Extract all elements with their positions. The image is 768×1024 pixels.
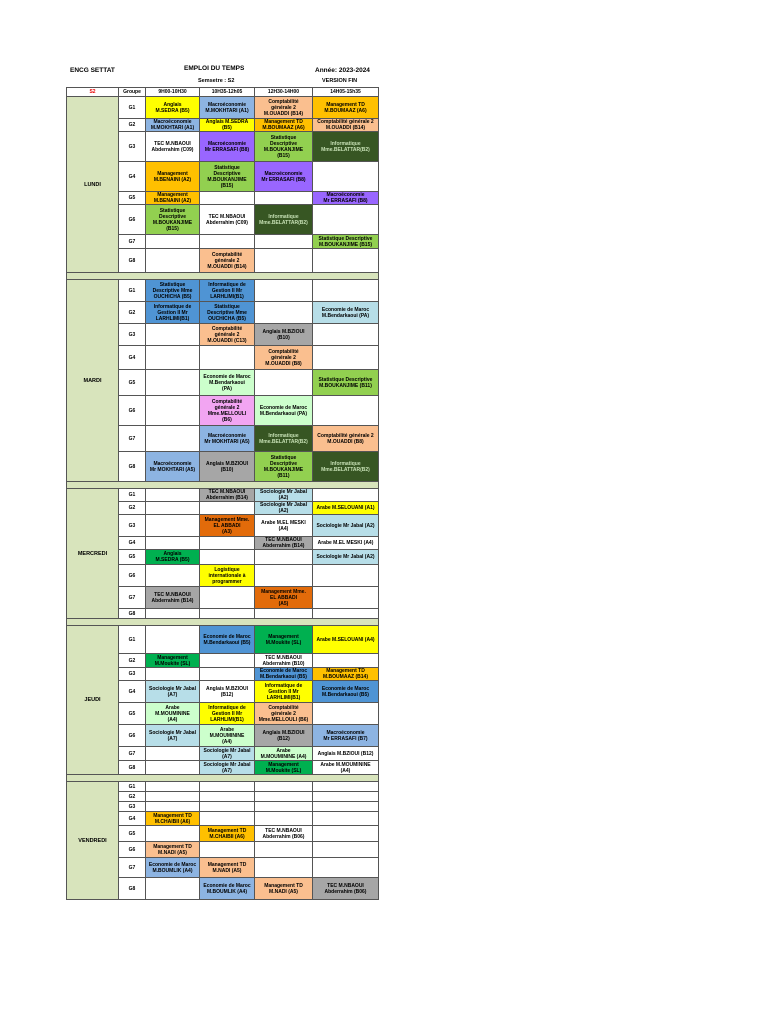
group-label: G2 (119, 119, 146, 132)
course-cell (313, 802, 379, 812)
course-cell: Comptabilité générale 2 M.OUADDI (B14) (255, 97, 313, 119)
group-label: G1 (119, 489, 146, 502)
course-cell: Statistique Descriptive Mme OUCHICHA (B5) (146, 280, 200, 302)
group-label: G6 (119, 396, 146, 426)
course-cell: Anglais M.BZIOUI (B12) (255, 725, 313, 747)
course-cell: Arabe M.MOUMININE (A4) (255, 747, 313, 761)
course-cell (313, 205, 379, 235)
course-cell (200, 782, 255, 792)
separator-cell (67, 273, 379, 280)
course-cell: Macroéconomie Mr ERRASAFI (B8) (313, 192, 379, 205)
course-cell (255, 842, 313, 858)
course-cell: Logistique internationale à programmer (200, 565, 255, 587)
course-cell (146, 761, 200, 775)
course-cell: Arabe M.EL MESKI (A4) (255, 515, 313, 537)
course-cell: Informatique Mme.BELATTAR(B2) (313, 132, 379, 162)
course-cell (146, 747, 200, 761)
course-cell: Management TD M.NADI (A5) (200, 858, 255, 878)
course-cell (200, 550, 255, 565)
course-cell (313, 858, 379, 878)
course-cell (200, 668, 255, 681)
day-separator (67, 482, 379, 489)
course-cell: Anglais M.SEDRA (B5) (200, 119, 255, 132)
course-cell (255, 792, 313, 802)
course-cell (313, 826, 379, 842)
group-label: G8 (119, 878, 146, 900)
course-cell (200, 812, 255, 826)
course-cell (146, 346, 200, 370)
course-cell (313, 703, 379, 725)
course-cell (313, 489, 379, 502)
course-cell (313, 812, 379, 826)
course-cell: Arabe M.MOUMININE (A4) (200, 725, 255, 747)
course-cell (255, 802, 313, 812)
group-label: G1 (119, 97, 146, 119)
group-label: G6 (119, 565, 146, 587)
semester-code: S2 (67, 88, 119, 97)
course-cell: TEC M.NBAOUI Abderrahim (B14) (255, 537, 313, 550)
group-label: G5 (119, 370, 146, 396)
course-cell (313, 842, 379, 858)
course-cell: Comptabilité générale 2 M.OUADDI (B14) (313, 119, 379, 132)
school-name: ENCG SETTAT (70, 67, 115, 74)
course-cell: Arabe M.SELOUANI (A4) (313, 626, 379, 654)
group-column-header: Groupe (119, 88, 146, 97)
course-cell (200, 192, 255, 205)
course-cell: Macroéconomie Mr MOKHTARI (A5) (200, 426, 255, 452)
group-label: G1 (119, 626, 146, 654)
semester-label: Semsetre : S2 (198, 78, 235, 84)
course-cell: Statistique Descriptive M.BOUKANJIME (B15) (200, 162, 255, 192)
group-label: G1 (119, 782, 146, 792)
day-separator (67, 775, 379, 782)
course-cell (255, 565, 313, 587)
course-cell (255, 550, 313, 565)
course-cell (255, 302, 313, 324)
course-cell: Management Mme. EL ABBADI (A5) (255, 587, 313, 609)
day-label: VENDREDI (67, 782, 119, 900)
day-separator (67, 273, 379, 280)
course-cell (146, 626, 200, 654)
course-cell (313, 587, 379, 609)
group-label: G7 (119, 747, 146, 761)
course-cell (313, 782, 379, 792)
group-label: G3 (119, 668, 146, 681)
course-cell (313, 396, 379, 426)
course-cell (146, 489, 200, 502)
group-label: G8 (119, 609, 146, 619)
version-label: VERSION FIN (322, 78, 358, 84)
course-cell (200, 802, 255, 812)
course-cell (313, 654, 379, 668)
course-cell (255, 370, 313, 396)
course-cell: Economie de Maroc M.Bendarkaoui (B5) (200, 626, 255, 654)
course-cell: TEC M.NBAOUI Abderrahim (C09) (146, 132, 200, 162)
course-cell: Macroéconomie Mr MOKHTARI (A5) (146, 452, 200, 482)
course-cell: Economie de Maroc M.Bendarkaoui (PA) (255, 396, 313, 426)
group-label: G5 (119, 703, 146, 725)
course-cell (255, 280, 313, 302)
group-label: G3 (119, 132, 146, 162)
course-cell: Informatique Mme.BELATTAR(B2) (255, 426, 313, 452)
course-cell: Macroéconomie Mr ERRASAFI (B7) (313, 725, 379, 747)
course-cell: Statistique Descriptive M.BOUKANJIME (B11) (313, 370, 379, 396)
course-cell: Macroéconomie Mr ERRASAFI (B8) (255, 162, 313, 192)
course-cell (200, 792, 255, 802)
course-cell (146, 878, 200, 900)
course-cell: Sociologie Mr Jabal (A2) (313, 515, 379, 537)
group-label: G2 (119, 654, 146, 668)
course-cell (200, 537, 255, 550)
course-cell (255, 192, 313, 205)
course-cell (200, 842, 255, 858)
course-cell (146, 249, 200, 273)
course-cell: Informatique de Gestion II Mr LARHLIMI(B1) (200, 280, 255, 302)
course-cell: Informatique de Gestion II Mr LARHLIMI(B1) (255, 681, 313, 703)
course-cell: Statistique Descriptive M.BOUKANJIME (B15) (255, 132, 313, 162)
course-cell: Informatique de Gestion II Mr LARHLIMI(B1) (200, 703, 255, 725)
course-cell: Informatique Mme.BELATTAR(B2) (313, 452, 379, 482)
course-cell: Management TD M.BOUMAAZ (B14) (313, 668, 379, 681)
group-label: G2 (119, 502, 146, 515)
course-cell (200, 235, 255, 249)
course-cell: Sociologie Mr Jabal (A7) (146, 681, 200, 703)
course-cell (146, 324, 200, 346)
course-cell (313, 792, 379, 802)
header-row (67, 88, 379, 97)
course-cell: Comptabilité générale 2 M.OUADDI (B8) (313, 426, 379, 452)
table-row (67, 626, 379, 654)
course-cell (313, 280, 379, 302)
course-cell: TEC M.NBAOUI Abderrahim (B14) (146, 587, 200, 609)
group-label: G7 (119, 235, 146, 249)
course-cell: Sociologie Mr Jabal (A2) (313, 550, 379, 565)
course-cell: Arabe M.MOUMININE (A4) (146, 703, 200, 725)
course-cell: Management M.Moukite (SL) (255, 626, 313, 654)
group-label: G4 (119, 537, 146, 550)
course-cell (146, 426, 200, 452)
course-cell (146, 668, 200, 681)
course-cell: Anglais M.SEDRA (B5) (146, 550, 200, 565)
group-label: G7 (119, 858, 146, 878)
course-cell (313, 565, 379, 587)
course-cell: Anglais M.SEDRA (B5) (146, 97, 200, 119)
course-cell (313, 609, 379, 619)
course-cell (313, 162, 379, 192)
course-cell: Macroéconomie M.MOKHTARI (A1) (200, 97, 255, 119)
course-cell: Comptabilité générale 2 M.OUADDI (B8) (255, 346, 313, 370)
course-cell (146, 370, 200, 396)
course-cell: Comptabilité générale 2 Mme.MELLOULI (B6) (255, 703, 313, 725)
group-label: G7 (119, 587, 146, 609)
course-cell (146, 396, 200, 426)
course-cell: Management TD M.BOUMAAZ (A6) (255, 119, 313, 132)
course-cell: Management M.Moukite (SL) (255, 761, 313, 775)
table-row (67, 782, 379, 792)
course-cell: Economie de Maroc M.Bendarkaoui (B5) (255, 668, 313, 681)
group-label: G5 (119, 826, 146, 842)
group-label: G2 (119, 792, 146, 802)
course-cell (200, 502, 255, 515)
course-cell: Economie de Maroc M.Bendarkaoui (PA) (200, 370, 255, 396)
time-slot-header: 10H35-12h05 (200, 88, 255, 97)
course-cell (200, 609, 255, 619)
course-cell: Sociologie Mr Jabal (A7) (146, 725, 200, 747)
course-cell: Statistique Descriptive M.BOUKANJIME (B11) (255, 452, 313, 482)
course-cell: Sociologie Mr Jabal (A2) (255, 489, 313, 502)
course-cell (313, 324, 379, 346)
course-cell: Arabe M.SELOUANI (A1) (313, 502, 379, 515)
group-label: G6 (119, 205, 146, 235)
group-label: G8 (119, 761, 146, 775)
day-label: LUNDI (67, 97, 119, 273)
course-cell: TEC M.NBAOUI Abderrahim (B06) (255, 826, 313, 842)
course-cell: Anglais M.BZIOUI (B12) (313, 747, 379, 761)
course-cell (146, 565, 200, 587)
course-cell (146, 792, 200, 802)
course-cell: Management TD M.CHAIBII (A6) (200, 826, 255, 842)
course-cell: Macroéconomie Mr ERRASAFI (B8) (200, 132, 255, 162)
course-cell: TEC M.NBAOUI Abderrahim (B10) (255, 654, 313, 668)
course-cell: TEC M.NBAOUI Abderrahim (B14) (200, 489, 255, 502)
separator-cell (67, 619, 379, 626)
course-cell (146, 502, 200, 515)
course-cell: Management M.BENAINI (A2) (146, 192, 200, 205)
course-cell (255, 249, 313, 273)
course-cell: Economie de Maroc M.Bendarkaoui (PA) (313, 302, 379, 324)
time-slot-header: 14H05-15h35 (313, 88, 379, 97)
course-cell: Management Mme. EL ABBADI (A3) (200, 515, 255, 537)
course-cell (146, 515, 200, 537)
group-label: G2 (119, 302, 146, 324)
course-cell: Economie de Maroc M.BOUMLIK (A4) (146, 858, 200, 878)
day-label: MARDI (67, 280, 119, 482)
course-cell (255, 235, 313, 249)
course-cell (255, 782, 313, 792)
table-row (67, 97, 379, 119)
course-cell (146, 802, 200, 812)
course-cell: Management M.Moukite (SL) (146, 654, 200, 668)
course-cell: Arabe M.MOUMININE (A4) (313, 761, 379, 775)
group-label: G3 (119, 802, 146, 812)
page-title: EMPLOI DU TEMPS (184, 65, 245, 72)
group-label: G7 (119, 426, 146, 452)
day-separator (67, 619, 379, 626)
course-cell: Anglais M.BZIOUI (B10) (200, 452, 255, 482)
course-cell: Informatique de Gestion II Mr LARHLIMI(B1) (146, 302, 200, 324)
separator-cell (67, 775, 379, 782)
course-cell (255, 858, 313, 878)
course-cell (146, 826, 200, 842)
day-label: JEUDI (67, 626, 119, 775)
course-cell: Anglais M.BZIOUI (B12) (200, 681, 255, 703)
group-label: G4 (119, 162, 146, 192)
time-slot-header: 12H30-14H00 (255, 88, 313, 97)
course-cell: TEC M.NBAOUI Abderrahim (B06) (313, 878, 379, 900)
group-label: G8 (119, 249, 146, 273)
course-cell (255, 609, 313, 619)
course-cell: Management TD M.NADI (A5) (146, 842, 200, 858)
course-cell (200, 654, 255, 668)
table-row (67, 280, 379, 302)
group-label: G4 (119, 812, 146, 826)
course-cell: Macroéconomie M.MOKHTARI (A1) (146, 119, 200, 132)
group-label: G6 (119, 842, 146, 858)
group-label: G1 (119, 280, 146, 302)
course-cell (200, 346, 255, 370)
time-slot-header: 9H00-10H30 (146, 88, 200, 97)
course-cell: Management TD M.CHAIBII (A6) (146, 812, 200, 826)
course-cell: Management TD M.NADI (A5) (255, 878, 313, 900)
course-cell: Management TD M.BOUMAAZ (A6) (313, 97, 379, 119)
course-cell: Statistique Descriptive Mme OUCHICHA (B5) (200, 302, 255, 324)
group-label: G3 (119, 515, 146, 537)
academic-year: Année: 2023-2024 (315, 67, 370, 74)
group-label: G8 (119, 452, 146, 482)
course-cell: Comptabilité générale 2 Mme.MELLOULI (B6) (200, 396, 255, 426)
course-cell: Management M.BENAINI (A2) (146, 162, 200, 192)
course-cell (255, 812, 313, 826)
course-cell: Statistique Descriptive M.BOUKANJIME (B15) (313, 235, 379, 249)
group-label: G3 (119, 324, 146, 346)
course-cell (146, 537, 200, 550)
group-label: G4 (119, 346, 146, 370)
course-cell: Informatique Mme.BELATTAR(B2) (255, 205, 313, 235)
course-cell (146, 609, 200, 619)
day-label: MERCREDI (67, 489, 119, 619)
course-cell: Arabe M.EL MESKI (A4) (313, 537, 379, 550)
course-cell (200, 587, 255, 609)
course-cell: Statistique Descriptive M.BOUKANJIME (B15) (146, 205, 200, 235)
course-cell: Economie de Maroc M.Bendarkaoui (B5) (313, 681, 379, 703)
table-row (67, 489, 379, 502)
course-cell (146, 235, 200, 249)
course-cell: Economie de Maroc M.BOUMLIK (A4) (200, 878, 255, 900)
course-cell: TEC M.NBAOUI Abderrahim (C09) (200, 205, 255, 235)
separator-cell (67, 482, 379, 489)
group-label: G6 (119, 725, 146, 747)
course-cell: Comptabilité générale 2 M.OUADDI (B14) (200, 249, 255, 273)
course-cell: Anglais M.BZIOUI (B10) (255, 324, 313, 346)
course-cell: Sociologie Mr Jabal (A7) (200, 761, 255, 775)
course-cell: Comptabilité générale 2 M.OUADDI (C13) (200, 324, 255, 346)
course-cell (313, 346, 379, 370)
course-cell (146, 782, 200, 792)
course-cell: Sociologie Mr Jabal (A7) (200, 747, 255, 761)
course-cell: Sociologie Mr Jabal (A2) (255, 502, 313, 515)
group-label: G5 (119, 550, 146, 565)
group-label: G5 (119, 192, 146, 205)
timetable (66, 87, 379, 900)
course-cell (313, 249, 379, 273)
group-label: G4 (119, 681, 146, 703)
